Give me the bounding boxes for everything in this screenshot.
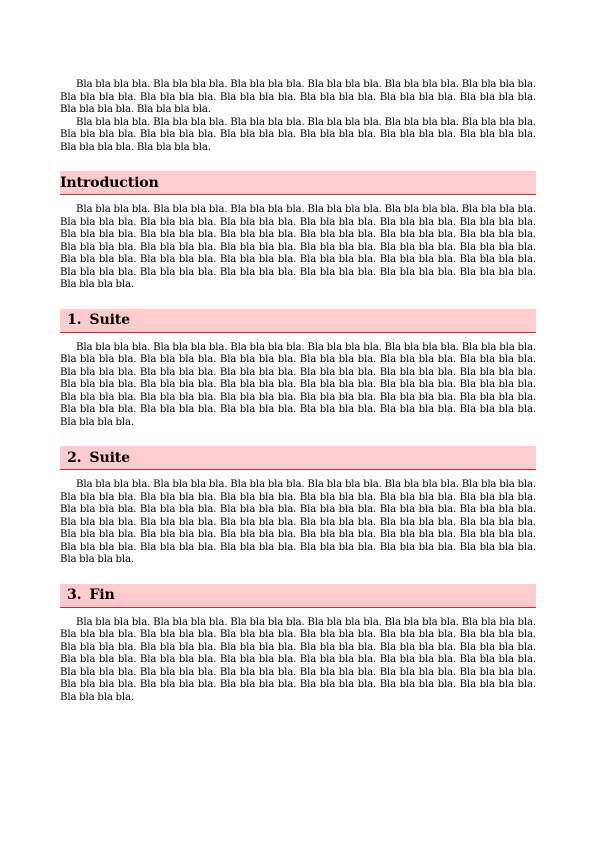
section-heading-bar [60,171,536,195]
section-number: 2. [67,449,82,466]
preamble-paragraph-2: Bla bla bla bla. Bla bla bla bla. Bla bla bla bla. Bla bla bla bla. Bla bla bla bla. Bla bla bla bla. Bla bla bla bla. Bla bla bla bla. Bla bla bla bla. Bla bla bla bla. Bla bla bla bla. Bla bla bla bla. Bla bla bla bla. Bla bla bla bla. [60,116,536,153]
section-heading-bar [60,584,536,608]
section-title: Suite [89,449,130,466]
section-title: Suite [89,312,130,328]
section-heading [60,450,130,466]
preamble-paragraph-1: Bla bla bla bla. Bla bla bla bla. Bla bla bla bla. Bla bla bla bla. Bla bla bla bla. Bla bla bla bla. Bla bla bla bla. Bla bla bla bla. Bla bla bla bla. Bla bla bla bla. Bla bla bla bla. Bla bla bla bla. Bla bla bla bla. Bla bla bla bla. [60,79,536,115]
section-paragraph: Bla bla bla bla. Bla bla bla bla. Bla bla bla bla. Bla bla bla bla. Bla bla bla bla. Bla bla bla bla. Bla bla bla bla. Bla bla bla bla. Bla bla bla bla. Bla bla bla bla. Bla bla bla bla. Bla bla bla bla. Bla bla bla bla. Bla bla bla bla. Bla bla bla bla. Bla bla bla bla. Bla bla bla bla. Bla bla bla bla. Bla bla bla bla. Bla bla bla bla. Bla bla bla bla. Bla bla bla bla. Bla bla bla bla. Bla bla bla bla. Bla bla bla bla. Bla bla bla bla. Bla bla bla bla. Bla bla bla bla. Bla bla bla bla. Bla bla bla bla. Bla bla bla bla. Bla bla bla bla. Bla bla bla bla. Bla bla bla bla. Bla bla bla bla. Bla bla bla bla. Bla bla bla bla. [60,479,536,565]
document-page [60,79,536,704]
section-heading-bar [60,446,536,470]
section-number: 1. [67,312,82,328]
section-title: Fin [89,587,115,603]
section-heading [60,175,159,191]
section-number: 3. [67,587,82,603]
section-heading-bar [60,309,536,333]
section-title: Introduction [60,174,159,191]
section-2 [60,446,536,567]
section-heading [60,587,115,603]
section-paragraph: Bla bla bla bla. Bla bla bla bla. Bla bla bla bla. Bla bla bla bla. Bla bla bla bla. Bla bla bla bla. Bla bla bla bla. Bla bla bla bla. Bla bla bla bla. Bla bla bla bla. Bla bla bla bla. Bla bla bla bla. Bla bla bla bla. Bla bla bla bla. Bla bla bla bla. Bla bla bla bla. Bla bla bla bla. Bla bla bla bla. Bla bla bla bla. Bla bla bla bla. Bla bla bla bla. Bla bla bla bla. Bla bla bla bla. Bla bla bla bla. Bla bla bla bla. Bla bla bla bla. Bla bla bla bla. Bla bla bla bla. Bla bla bla bla. Bla bla bla bla. Bla bla bla bla. Bla bla bla bla. Bla bla bla bla. Bla bla bla bla. Bla bla bla bla. Bla bla bla bla. Bla bla bla bla. [60,204,536,290]
section-1 [60,309,536,430]
section-3 [60,584,536,705]
section-paragraph: Bla bla bla bla. Bla bla bla bla. Bla bla bla bla. Bla bla bla bla. Bla bla bla bla. Bla bla bla bla. Bla bla bla bla. Bla bla bla bla. Bla bla bla bla. Bla bla bla bla. Bla bla bla bla. Bla bla bla bla. Bla bla bla bla. Bla bla bla bla. Bla bla bla bla. Bla bla bla bla. Bla bla bla bla. Bla bla bla bla. Bla bla bla bla. Bla bla bla bla. Bla bla bla bla. Bla bla bla bla. Bla bla bla bla. Bla bla bla bla. Bla bla bla bla. Bla bla bla bla. Bla bla bla bla. Bla bla bla bla. Bla bla bla bla. Bla bla bla bla. Bla bla bla bla. Bla bla bla bla. Bla bla bla bla. Bla bla bla bla. Bla bla bla bla. Bla bla bla bla. Bla bla bla bla. [60,341,536,428]
section-paragraph: Bla bla bla bla. Bla bla bla bla. Bla bla bla bla. Bla bla bla bla. Bla bla bla bla. Bla bla bla bla. Bla bla bla bla. Bla bla bla bla. Bla bla bla bla. Bla bla bla bla. Bla bla bla bla. Bla bla bla bla. Bla bla bla bla. Bla bla bla bla. Bla bla bla bla. Bla bla bla bla. Bla bla bla bla. Bla bla bla bla. Bla bla bla bla. Bla bla bla bla. Bla bla bla bla. Bla bla bla bla. Bla bla bla bla. Bla bla bla bla. Bla bla bla bla. Bla bla bla bla. Bla bla bla bla. Bla bla bla bla. Bla bla bla bla. Bla bla bla bla. Bla bla bla bla. Bla bla bla bla. Bla bla bla bla. Bla bla bla bla. Bla bla bla bla. Bla bla bla bla. Bla bla bla bla. [60,616,536,703]
section-introduction [60,171,536,292]
section-heading [60,312,130,328]
